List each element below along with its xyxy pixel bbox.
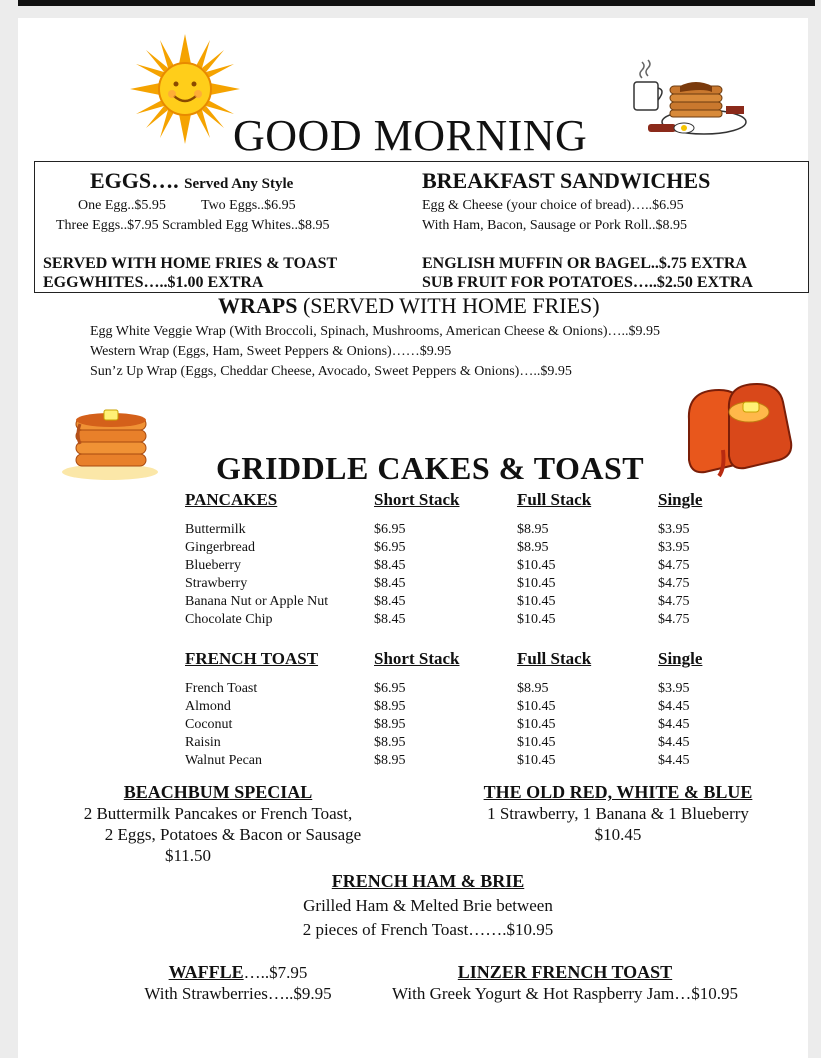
price-cell: $8.95: [374, 717, 406, 732]
special-price: $11.50: [164, 846, 212, 865]
red-white-blue-heading: THE OLD RED, WHITE & BLUE: [483, 782, 753, 802]
pancakes-full-col: [517, 521, 556, 629]
table-row: Gingerbread: [185, 540, 255, 555]
table-row: Walnut Pecan: [185, 753, 263, 768]
muffin-note: ENGLISH MUFFIN OR BAGEL..$.75 EXTRA: [422, 255, 747, 272]
price-cell: $4.45: [658, 717, 690, 732]
short-stack-header: Short Stack: [374, 649, 460, 668]
price-cell: $3.95: [658, 522, 690, 537]
waffle-price: …..$7.95: [243, 963, 308, 982]
price-cell: $4.75: [658, 594, 690, 609]
sandwiches-line-1: Egg & Cheese (your choice of bread)…..$6.95: [422, 198, 684, 213]
price-cell: $10.45: [517, 735, 556, 750]
price-cell: $8.95: [517, 540, 549, 555]
table-row: French Toast: [185, 681, 258, 696]
full-stack-header: Full Stack: [517, 649, 592, 668]
price-cell: $6.95: [374, 522, 406, 537]
table-row: Buttermilk: [185, 522, 246, 537]
full-stack-header: Full Stack: [517, 490, 592, 509]
beachbum-heading: BEACHBUM SPECIAL: [123, 782, 313, 802]
price-cell: $10.45: [517, 558, 556, 573]
price-cell: $8.45: [374, 612, 406, 627]
price-cell: $8.95: [374, 735, 406, 750]
table-row: Almond: [185, 699, 231, 714]
wrap-item: Egg White Veggie Wrap (With Broccoli, Spinach, Mushrooms, American Cheese & Onions)…..$9.95: [90, 324, 661, 339]
eggs-line-1a: One Egg..$5.95: [78, 198, 166, 213]
waffle-special: [108, 962, 368, 1004]
price-cell: $4.45: [658, 735, 690, 750]
price-cell: $3.95: [658, 681, 690, 696]
price-cell: $4.75: [658, 558, 690, 573]
page-title: GOOD MORNING: [233, 111, 588, 160]
price-cell: $8.95: [517, 681, 549, 696]
pancakes-short-col: [374, 521, 406, 629]
french-toast-header: FRENCH TOAST: [185, 649, 319, 668]
table-row: Blueberry: [185, 558, 241, 573]
ham-brie-special: [258, 871, 598, 940]
special-line: 1 Strawberry, 1 Banana & 1 Blueberry: [487, 804, 749, 823]
sandwiches-heading: BREAKFAST SANDWICHES: [422, 168, 711, 193]
price-cell: $10.45: [517, 699, 556, 714]
french-toast-full-col: [517, 680, 556, 770]
served-with-note: SERVED WITH HOME FRIES & TOAST: [43, 255, 338, 272]
price-cell: $10.45: [517, 717, 556, 732]
price-cell: $10.45: [517, 594, 556, 609]
price-cell: $4.45: [658, 753, 690, 768]
wrap-item: Sun’z Up Wrap (Eggs, Cheddar Cheese, Avocado, Sweet Peppers & Onions)…..$9.95: [90, 364, 572, 379]
pancakes-header: PANCAKES: [185, 490, 278, 509]
waffle-heading: WAFFLE: [168, 962, 244, 982]
table-row: Coconut: [185, 717, 233, 732]
price-cell: $8.45: [374, 594, 406, 609]
price-cell: $4.75: [658, 576, 690, 591]
wrap-item: Western Wrap (Eggs, Ham, Sweet Peppers & Onions)……$9.95: [90, 344, 452, 359]
eggs-line-2: Three Eggs..$7.95 Scrambled Egg Whites..$8.95: [56, 218, 330, 233]
french-toast-icon: [683, 380, 795, 485]
price-cell: $8.45: [374, 558, 406, 573]
special-line: 2 pieces of French Toast…….$10.95: [302, 920, 554, 939]
special-line: With Greek Yogurt & Hot Raspberry Jam…$10.95: [392, 984, 738, 1003]
price-cell: $6.95: [374, 681, 406, 696]
table-row: Chocolate Chip: [185, 612, 273, 627]
special-line: 2 Eggs, Potatoes & Bacon or Sausage: [104, 825, 362, 844]
price-cell: $10.45: [517, 753, 556, 768]
sun-icon: [130, 34, 240, 149]
table-row: Strawberry: [185, 576, 248, 591]
pancake-stack-icon: [60, 398, 160, 485]
ham-brie-heading: FRENCH HAM & BRIE: [331, 871, 525, 891]
special-line: 2 Buttermilk Pancakes or French Toast,: [83, 804, 353, 823]
price-cell: $3.95: [658, 540, 690, 555]
table-row: Banana Nut or Apple Nut: [185, 594, 329, 609]
single-header: Single: [658, 490, 703, 509]
top-bar: [18, 0, 815, 6]
beachbum-special: [58, 782, 378, 866]
french-toast-name-col: [185, 680, 262, 770]
breakfast-plate-icon: [630, 56, 748, 143]
special-line: Grilled Ham & Melted Brie between: [303, 896, 553, 915]
special-line: With Strawberries…..$9.95: [144, 984, 332, 1003]
sandwiches-line-2: With Ham, Bacon, Sausage or Pork Roll..$8.95: [422, 218, 688, 233]
table-row: Raisin: [185, 735, 221, 750]
price-cell: $8.95: [374, 699, 406, 714]
special-price: $10.45: [594, 825, 642, 844]
price-cell: $8.45: [374, 576, 406, 591]
linzer-heading: LINZER FRENCH TOAST: [457, 962, 673, 982]
griddle-title: GRIDDLE CAKES & TOAST: [216, 450, 645, 486]
short-stack-header: Short Stack: [374, 490, 460, 509]
fruit-note: SUB FRUIT FOR POTATOES…..$2.50 EXTRA: [422, 274, 753, 291]
eggs-heading: EGGS…. Served Any Style: [90, 168, 294, 193]
price-cell: $10.45: [517, 612, 556, 627]
wraps-heading: WRAPS (SERVED WITH HOME FRIES): [218, 293, 600, 318]
price-cell: $10.45: [517, 576, 556, 591]
menu-page: [18, 18, 808, 1058]
french-toast-single-col: [658, 680, 690, 770]
french-toast-short-col: [374, 680, 406, 770]
pancakes-single-col: [658, 521, 690, 629]
price-cell: $8.95: [374, 753, 406, 768]
pancakes-name-col: [185, 521, 328, 629]
price-cell: $4.75: [658, 612, 690, 627]
price-cell: $6.95: [374, 540, 406, 555]
price-cell: $8.95: [517, 522, 549, 537]
linzer-special: [370, 962, 760, 1004]
eggs-line-1b: Two Eggs..$6.95: [201, 198, 296, 213]
red-white-blue-special: [458, 782, 778, 845]
eggwhites-note: EGGWHITES…..$1.00 EXTRA: [43, 274, 264, 291]
single-header: Single: [658, 649, 703, 668]
price-cell: $4.45: [658, 699, 690, 714]
